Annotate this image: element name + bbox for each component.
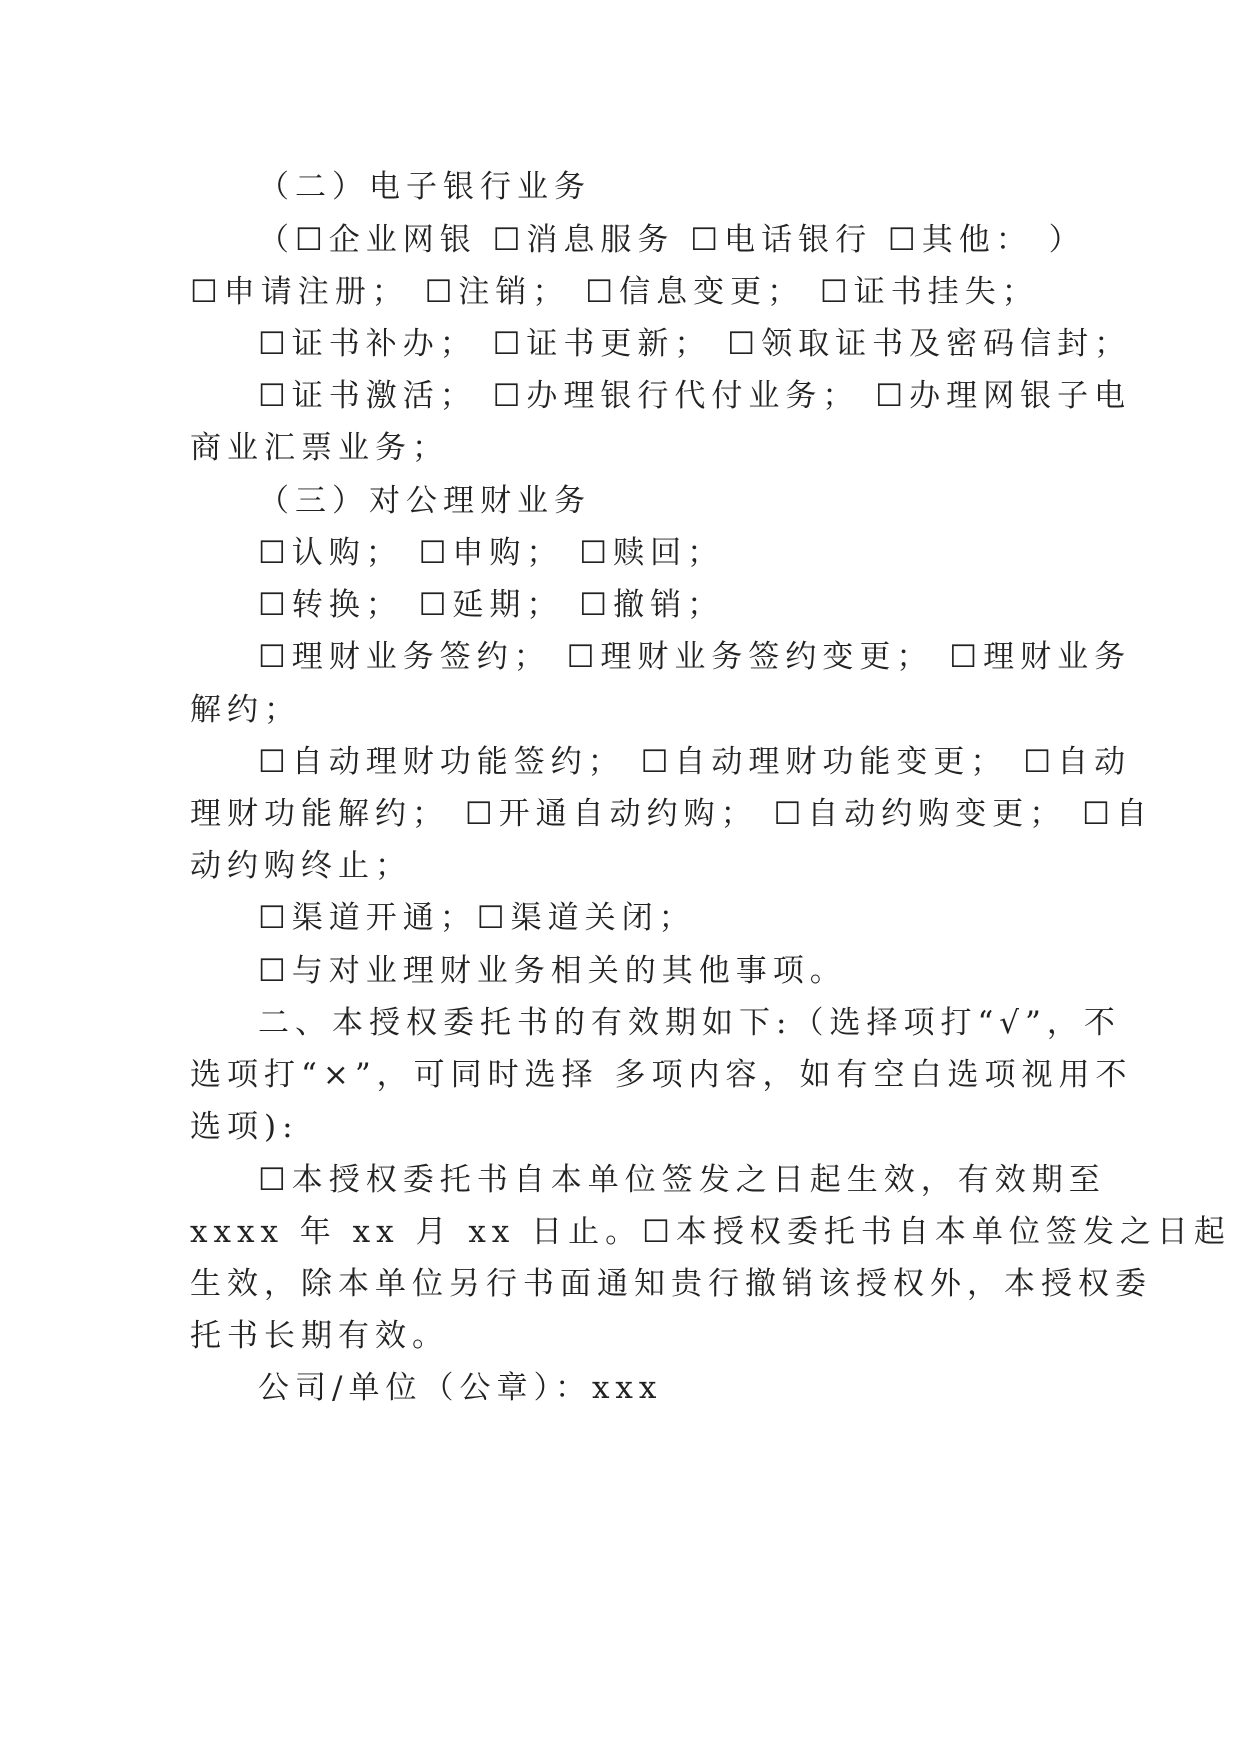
text-line: 商业汇票业务；	[190, 430, 449, 466]
text-line: 托书长期有效。	[190, 1318, 449, 1354]
text-line: ☐证书激活； ☐办理银行代付业务； ☐办理网银子电	[258, 378, 1132, 414]
section-heading-validity: 二、本授权委托书的有效期如下:（选择项打“√”，不	[258, 1005, 1121, 1041]
text-line: 理财功能解约； ☐开通自动约购； ☐自动约购变更； ☐自	[190, 796, 1153, 832]
text-line: （☐企业网银 ☐消息服务 ☐电话银行 ☐其他： ）	[258, 222, 1086, 258]
section-heading-e-banking: （二）电子银行业务	[258, 169, 591, 205]
section-heading-wealth-management: （三）对公理财业务	[258, 483, 591, 519]
text-line: ☐申请注册； ☐注销； ☐信息变更； ☐证书挂失；	[190, 274, 1039, 310]
text-line: ☐转换； ☐延期； ☐撤销；	[258, 587, 725, 623]
text-line: 动约购终止；	[190, 848, 412, 884]
text-line: ☐与对业理财业务相关的其他事项。	[258, 953, 847, 989]
company-seal-line: 公司/单位（公章）：xxx	[258, 1370, 663, 1406]
text-line: ☐证书补办； ☐证书更新； ☐领取证书及密码信封；	[258, 326, 1132, 362]
text-line: ☐自动理财功能签约； ☐自动理财功能变更； ☐自动	[258, 744, 1132, 780]
text-line: 解约；	[190, 692, 301, 728]
text-line: 选项打“×”，可同时选择 多项内容，如有空白选项视用不	[190, 1057, 1133, 1093]
text-line: xxxx 年 xx 月 xx 日止。☐本授权委托书自本单位签发之日起	[190, 1214, 1231, 1250]
text-line: ☐理财业务签约； ☐理财业务签约变更； ☐理财业务	[258, 639, 1132, 675]
text-line: 生效，除本单位另行书面通知贵行撤销该授权外，本授权委	[190, 1266, 1152, 1302]
text-line: ☐渠道开通；☐渠道关闭；	[258, 900, 696, 936]
text-line: 选项):	[190, 1109, 299, 1145]
text-line: ☐认购； ☐申购； ☐赎回；	[258, 535, 725, 571]
text-line: ☐本授权委托书自本单位签发之日起生效，有效期至	[258, 1162, 1106, 1198]
